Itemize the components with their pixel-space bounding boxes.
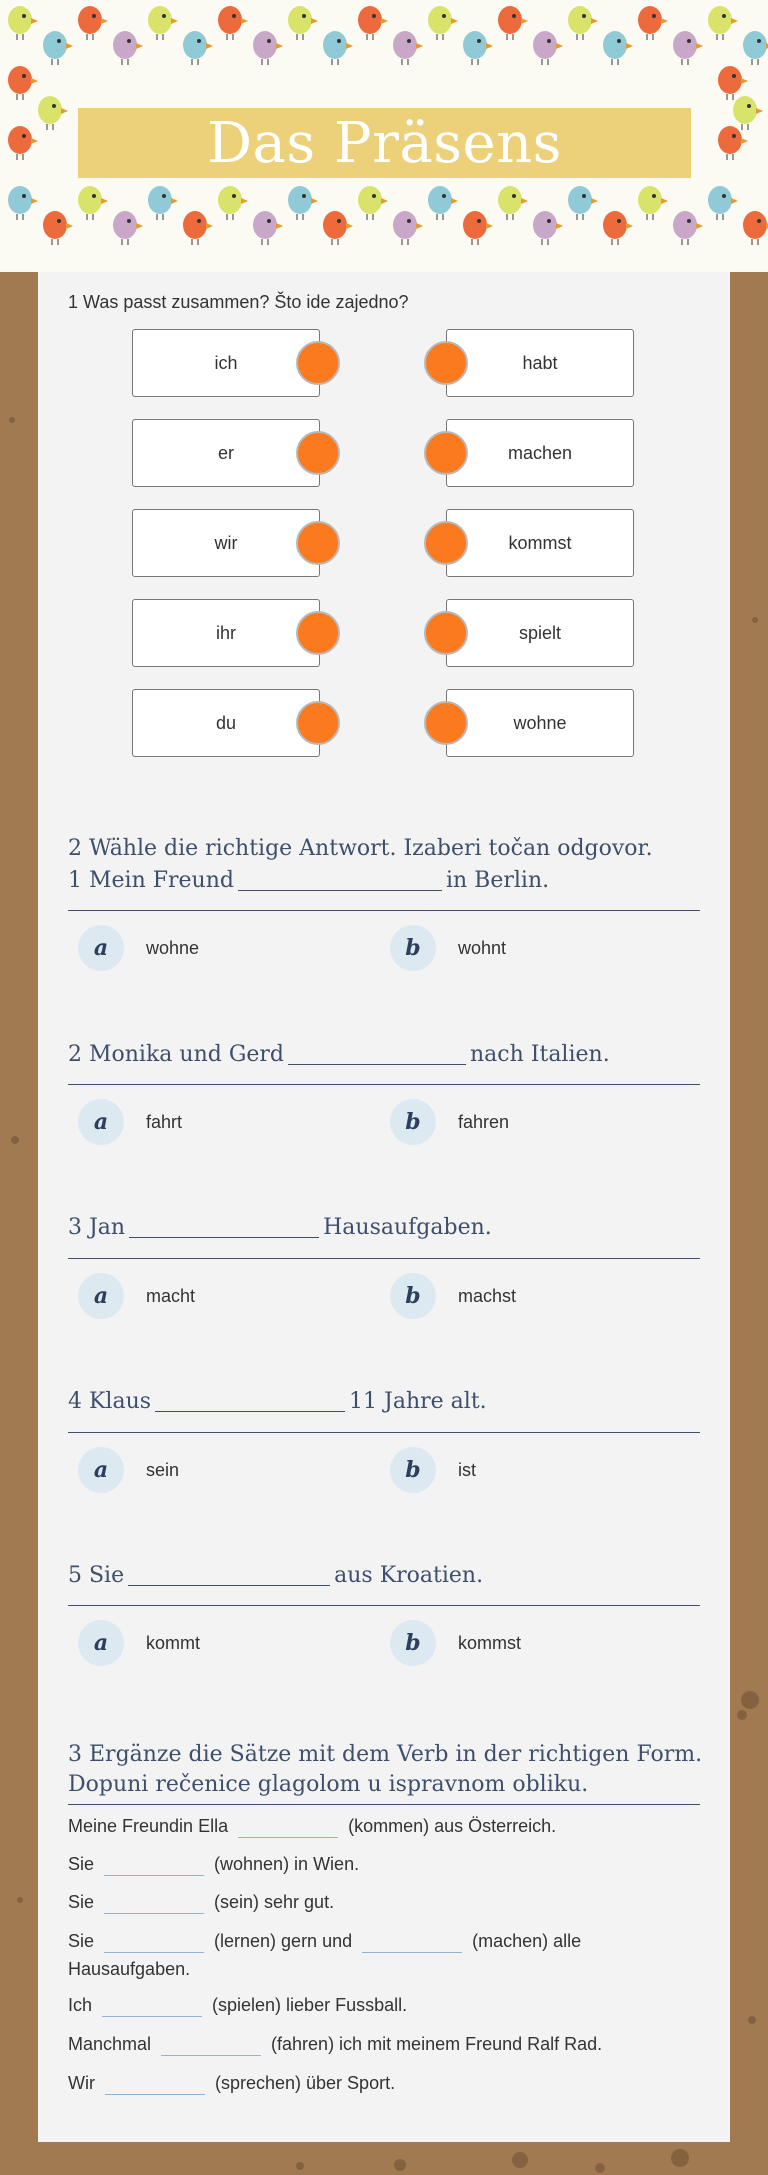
question-1: 1 Mein Freund in Berlin.	[68, 868, 550, 893]
section3-title: 3 Ergänze die Sätze mit dem Verb in der richtigen Form. Dopuni rečenice glagolom u ispravnom obliku.	[68, 1742, 703, 1797]
fill-sentence-6: Manchmal (fahren) ich mit meinem Freund Ralf Rad.	[68, 2034, 603, 2054]
fill-sentence-1: Meine Freundin Ella (kommen) aus Österreich.	[68, 1816, 557, 1836]
divider	[68, 1432, 700, 1433]
match-right-1[interactable]: habt	[446, 329, 634, 397]
match-connector-left-3[interactable]	[296, 521, 340, 565]
option-b[interactable]: b machst	[390, 1273, 516, 1319]
option-a[interactable]: a wohne	[78, 925, 199, 971]
fill-sentence-3: Sie (sein) sehr gut.	[68, 1892, 335, 1912]
divider	[68, 1084, 700, 1085]
option-b[interactable]: b ist	[390, 1447, 476, 1493]
option-b[interactable]: b wohnt	[390, 925, 506, 971]
divider	[68, 1804, 700, 1805]
fill-input[interactable]	[161, 2035, 261, 2056]
fill-input[interactable]	[104, 1893, 204, 1914]
match-left-2[interactable]: er	[132, 419, 320, 487]
option-b-badge: b	[390, 925, 436, 971]
question-4: 4 Klaus 11 Jahre alt.	[68, 1389, 487, 1414]
option-b-badge: b	[390, 1620, 436, 1666]
option-a-badge: a	[78, 925, 124, 971]
answer-blank	[288, 1042, 466, 1065]
question-2: 2 Monika und Gerd nach Italien.	[68, 1042, 610, 1067]
option-b-badge: b	[390, 1099, 436, 1145]
section1-title: 1 Was passt zusammen? Što ide zajedno?	[68, 292, 409, 312]
option-a[interactable]: a kommt	[78, 1620, 200, 1666]
fill-sentence-2: Sie (wohnen) in Wien.	[68, 1854, 360, 1874]
option-a-badge: a	[78, 1099, 124, 1145]
title-band	[78, 108, 691, 178]
answer-blank	[128, 1563, 330, 1586]
match-connector-left-4[interactable]	[296, 611, 340, 655]
question-5: 5 Sie aus Kroatien.	[68, 1563, 484, 1588]
match-right-5[interactable]: wohne	[446, 689, 634, 757]
option-a[interactable]: a fahrt	[78, 1099, 182, 1145]
question-3: 3 Jan Hausaufgaben.	[68, 1215, 492, 1240]
option-b[interactable]: b fahren	[390, 1099, 509, 1145]
divider	[68, 1605, 700, 1606]
match-left-3[interactable]: wir	[132, 509, 320, 577]
match-right-2[interactable]: machen	[446, 419, 634, 487]
fill-input[interactable]	[105, 2074, 205, 2095]
match-right-3[interactable]: kommst	[446, 509, 634, 577]
fill-sentence-7: Wir (sprechen) über Sport.	[68, 2073, 396, 2093]
match-right-4[interactable]: spielt	[446, 599, 634, 667]
option-a[interactable]: a macht	[78, 1273, 195, 1319]
match-connector-right-1[interactable]	[424, 341, 468, 385]
match-left-5[interactable]: du	[132, 689, 320, 757]
match-connector-right-5[interactable]	[424, 701, 468, 745]
option-b[interactable]: b kommst	[390, 1620, 521, 1666]
option-a-badge: a	[78, 1447, 124, 1493]
fill-input[interactable]	[104, 1855, 204, 1876]
match-left-4[interactable]: ihr	[132, 599, 320, 667]
fill-sentence-4: Sie (lernen) gern und (machen) alle Hausaufgaben.	[68, 1931, 582, 1979]
option-a-badge: a	[78, 1273, 124, 1319]
answer-blank	[155, 1389, 345, 1412]
page-title: Das Präsens	[207, 110, 562, 176]
option-a[interactable]: a sein	[78, 1447, 179, 1493]
header-banner	[0, 0, 768, 272]
fill-input[interactable]	[362, 1932, 462, 1953]
divider	[68, 910, 700, 911]
option-b-badge: b	[390, 1447, 436, 1493]
divider	[68, 1258, 700, 1259]
answer-blank	[129, 1215, 319, 1238]
fill-sentence-5: Ich (spielen) lieber Fussball.	[68, 1995, 408, 2015]
section2-title: 2 Wähle die richtige Antwort. Izaberi točan odgovor.	[68, 836, 653, 861]
match-left-1[interactable]: ich	[132, 329, 320, 397]
option-a-badge: a	[78, 1620, 124, 1666]
match-connector-left-5[interactable]	[296, 701, 340, 745]
match-connector-right-2[interactable]	[424, 431, 468, 475]
match-connector-right-3[interactable]	[424, 521, 468, 565]
worksheet-card	[38, 272, 730, 2142]
answer-blank	[238, 868, 442, 891]
fill-input[interactable]	[104, 1932, 204, 1953]
fill-input[interactable]	[102, 1996, 202, 2017]
fill-input[interactable]	[238, 1817, 338, 1838]
match-connector-left-1[interactable]	[296, 341, 340, 385]
match-connector-left-2[interactable]	[296, 431, 340, 475]
match-connector-right-4[interactable]	[424, 611, 468, 655]
option-b-badge: b	[390, 1273, 436, 1319]
